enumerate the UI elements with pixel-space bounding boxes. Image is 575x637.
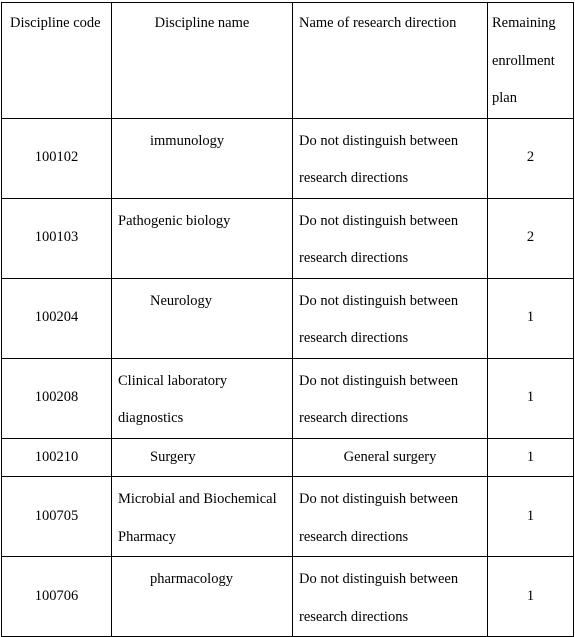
discipline-name-cell: pharmacology bbox=[112, 557, 293, 637]
discipline-code-cell: 100208 bbox=[2, 358, 112, 438]
remaining-plan-cell: 2 bbox=[488, 118, 574, 198]
discipline-code-cell: 100706 bbox=[2, 557, 112, 637]
header-research-direction: Name of research direction bbox=[293, 3, 488, 119]
discipline-name-cell: Microbial and Biochemical Pharmacy bbox=[112, 477, 293, 557]
header-discipline-code: Discipline code bbox=[2, 3, 112, 119]
header-discipline-name: Discipline name bbox=[112, 3, 293, 119]
research-direction-cell: Do not distinguish between research directions bbox=[293, 557, 488, 637]
remaining-plan-cell: 1 bbox=[488, 557, 574, 637]
research-direction-cell: Do not distinguish between research directions bbox=[293, 278, 488, 358]
table-row bbox=[2, 358, 574, 438]
table-row bbox=[2, 557, 574, 637]
discipline-code-cell: 100103 bbox=[2, 198, 112, 278]
discipline-name-cell: Pathogenic biology bbox=[112, 198, 293, 278]
table-row bbox=[2, 477, 574, 557]
research-direction-cell: Do not distinguish between research directions bbox=[293, 477, 488, 557]
discipline-code-cell: 100705 bbox=[2, 477, 112, 557]
table-row bbox=[2, 118, 574, 198]
table-row bbox=[2, 438, 574, 477]
research-direction-cell: Do not distinguish between research directions bbox=[293, 198, 488, 278]
remaining-plan-cell: 1 bbox=[488, 278, 574, 358]
header-row bbox=[2, 3, 574, 119]
table-row bbox=[2, 198, 574, 278]
discipline-code-cell: 100210 bbox=[2, 438, 112, 477]
discipline-code-cell: 100204 bbox=[2, 278, 112, 358]
remaining-plan-cell: 1 bbox=[488, 477, 574, 557]
table-row bbox=[2, 278, 574, 358]
research-direction-cell: General surgery bbox=[293, 438, 488, 477]
discipline-name-cell: Neurology bbox=[112, 278, 293, 358]
discipline-name-cell: immunology bbox=[112, 118, 293, 198]
enrollment-table bbox=[1, 2, 574, 637]
discipline-name-cell: Surgery bbox=[112, 438, 293, 477]
discipline-code-cell: 100102 bbox=[2, 118, 112, 198]
discipline-name-cell: Clinical laboratory diagnostics bbox=[112, 358, 293, 438]
header-remaining-plan: Remaining enrollment plan bbox=[488, 3, 574, 119]
remaining-plan-cell: 1 bbox=[488, 358, 574, 438]
research-direction-cell: Do not distinguish between research directions bbox=[293, 358, 488, 438]
research-direction-cell: Do not distinguish between research directions bbox=[293, 118, 488, 198]
remaining-plan-cell: 2 bbox=[488, 198, 574, 278]
remaining-plan-cell: 1 bbox=[488, 438, 574, 477]
